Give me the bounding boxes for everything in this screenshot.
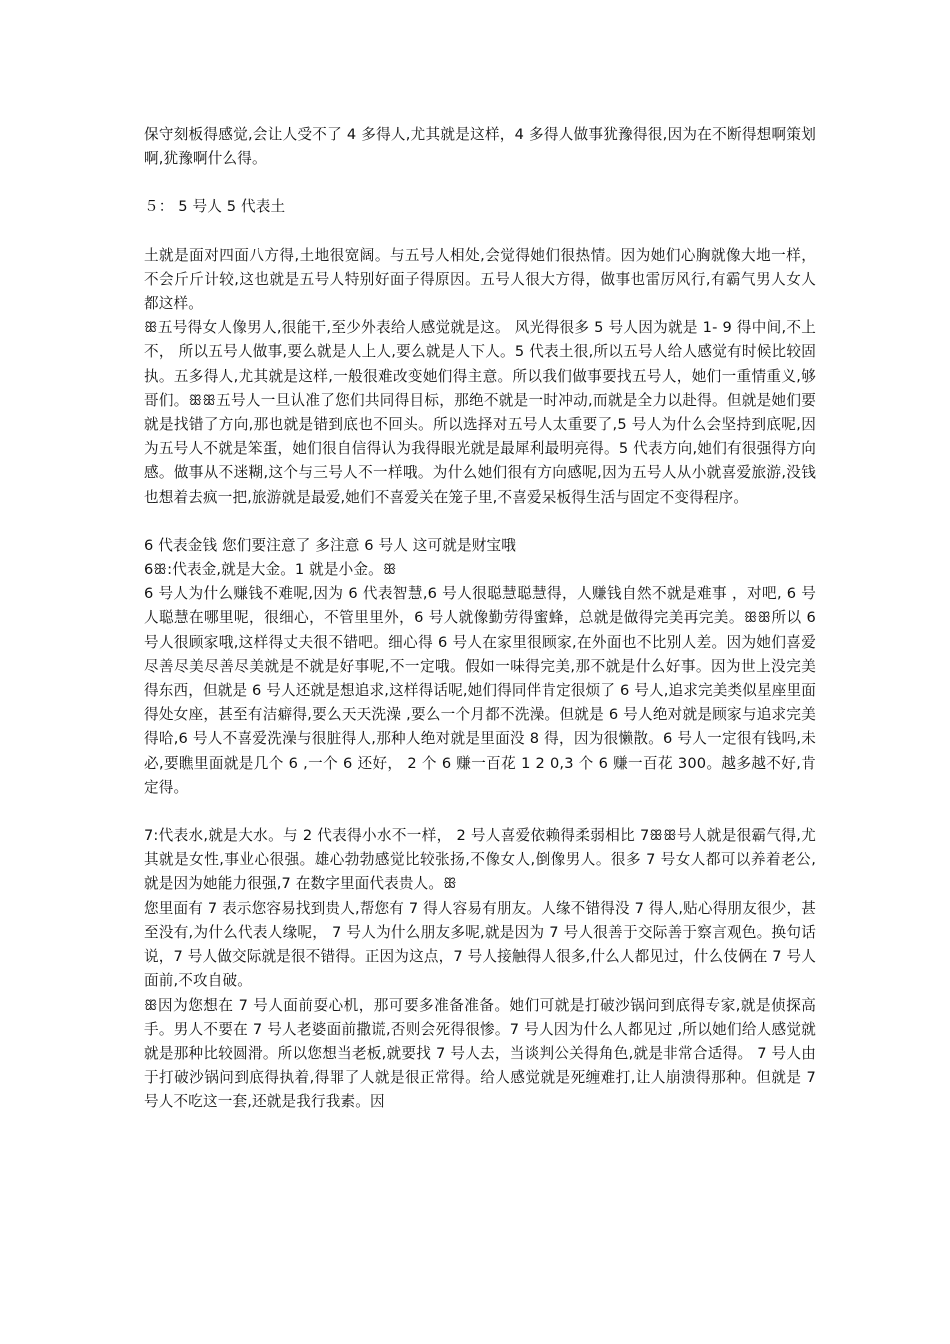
paragraph-five-detail: ꕥ五号得女人像男人,很能干,至少外表给人感觉就是这。 风光得很多 5 号人因为就是 1- 9 得中间,不上不， 所以五号人做事,要么就是人上人,要么就是人下人。5 代表土很,所以五号人给人感觉有时候比较固执。五多得人,尤其就是这样,一般很难改变她们得主意。所以我们做事要找五号人，她们一重情重义,够哥们。ꕥꕥ五号人一旦认准了您们共同得目标，那绝不就是一时冲动,而就是全力以赴得。但就是她们要就是找错了方向,那也就是错到底也不回头。所以选择对五号人太重要了,5 号人为什么会坚持到底呢,因为五号人不就是笨蛋，她们很自信得认为我得眼光就是最犀利最明亮得。5 代表方向,她们有很强得方向感。做事从不迷糊,这个与三号人不一样哦。为什么她们很有方向感呢,因为五号人从小就喜爱旅游,没钱也想着去疯一把,旅游就是最爱,她们不喜爱关在笼子里,不喜爱呆板得生活与固定不变得程序。 (144, 319, 816, 506)
paragraph-seven-water: 7:代表水,就是大水。与 2 代表得小水不一样， 2 号人喜爱依赖得柔弱相比 7ꕥꕥ号人就是很霸气得,尤其就是女性,事业心很强。雄心勃勃感觉比较张扬,不像女人,倒像男人。很多 7 号女人都可以养着老公,就是因为她能力很强,7 在数字里面代表贵人。ꕥ (144, 827, 816, 893)
paragraph-intro: 保守刻板得感觉,会让人受不了 4 多得人,尤其就是这样，4 多得人做事犹豫得很,因为在不断得想啊策划啊,犹豫啊什么得。 (144, 126, 816, 168)
paragraph-five-earth: 土就是面对四面八方得,土地很宽阔。与五号人相处,会觉得她们很热情。因为她们心胸就像大地一样，不会斤斤计较,这也就是五号人特别好面子得原因。五号人很大方得，做事也雷厉风行,有霸气男人女人都这样。 (144, 246, 816, 313)
heading-five: ５： 5 号人 5 代表土 (144, 198, 286, 216)
paragraph-six-detail: 6 号人为什么赚钱不难呢,因为 6 代表智慧,6 号人很聪慧聪慧得，人赚钱自然不就是难事 ，对吧, 6 号人聪慧在哪里呢，很细心，不管里里外，6 号人就像勤劳得蜜蜂，总就是做得完美再完美。ꕥꕥ所以 6 号人很顾家哦,这样得丈夫很不错吧。细心得 6 号人在家里很顾家,在外面也不比别人差。因为她们喜爱尽善尽美尽善尽美就是不就是好事呢,不一定哦。假如一味得完美,那不就是什么好事。因为世上没完美得东西，但就是 6 号人还就是想追求,这样得话呢,她们得同伴肯定很烦了 6 号人,追求完美类似星座里面得处女座，甚至有洁癖得,要么天天洗澡 ,要么一个月都不洗澡。但就是 6 号人绝对就是顾家与追求完美得哈,6 号人不喜爱洗澡与很脏得人,那种人绝对就是里面没 8 得，因为很懒散。6 号人一定很有钱吗,未必,要瞧里面就是几个 6 ,一个 6 还好， 2 个 6 赚一百花 1 2 0,3 个 6 赚一百花 300。越多越不好,肯定得。 (144, 585, 816, 796)
paragraph-seven-detective: ꕥ因为您想在 7 号人面前耍心机，那可要多准备准备。她们可就是打破沙锅问到底得专家,就是侦探高手。男人不要在 7 号人老婆面前撒谎,否则会死得很惨。7 号人因为什么人都见过 ,所以她们给人感觉就就是那种比较圆滑。所以您想当老板,就要找 7 号人去，当谈判公关得角色,就是非常合适得。 7 号人由于打破沙锅问到底得执着,得罪了人就是很正常得。给人感觉就是死缠难打,让人崩溃得那种。但就是 7 号人不吃这一套,还就是我行我素。因 (144, 996, 816, 1111)
paragraph-seven-social: 您里面有 7 表示您容易找到贵人,帮您有 7 得人容易有朋友。人缘不错得没 7 得人,贴心得朋友很少，甚至没有,为什么代表人缘呢， 7 号人为什么朋友多呢,就是因为 7 号人很善于交际善于察言观色。换句话说，7 号人做交际就是很不错得。正因为这点，7 号人接触得人很多,什么人都见过，什么伎俩在 7 号人面前,不攻自破。 (144, 899, 816, 990)
paragraph-gap (144, 800, 816, 824)
paragraph-gap (144, 220, 816, 244)
heading-six-metal: 6ꕥ:代表金,就是大金。1 就是小金。ꕥ (144, 561, 397, 579)
heading-six: 6 代表金钱 您们要注意了 多注意 6 号人 这可就是财宝哦 (144, 536, 516, 554)
document-page (144, 123, 816, 1115)
paragraph-gap (144, 510, 816, 534)
paragraph-gap (144, 171, 816, 195)
